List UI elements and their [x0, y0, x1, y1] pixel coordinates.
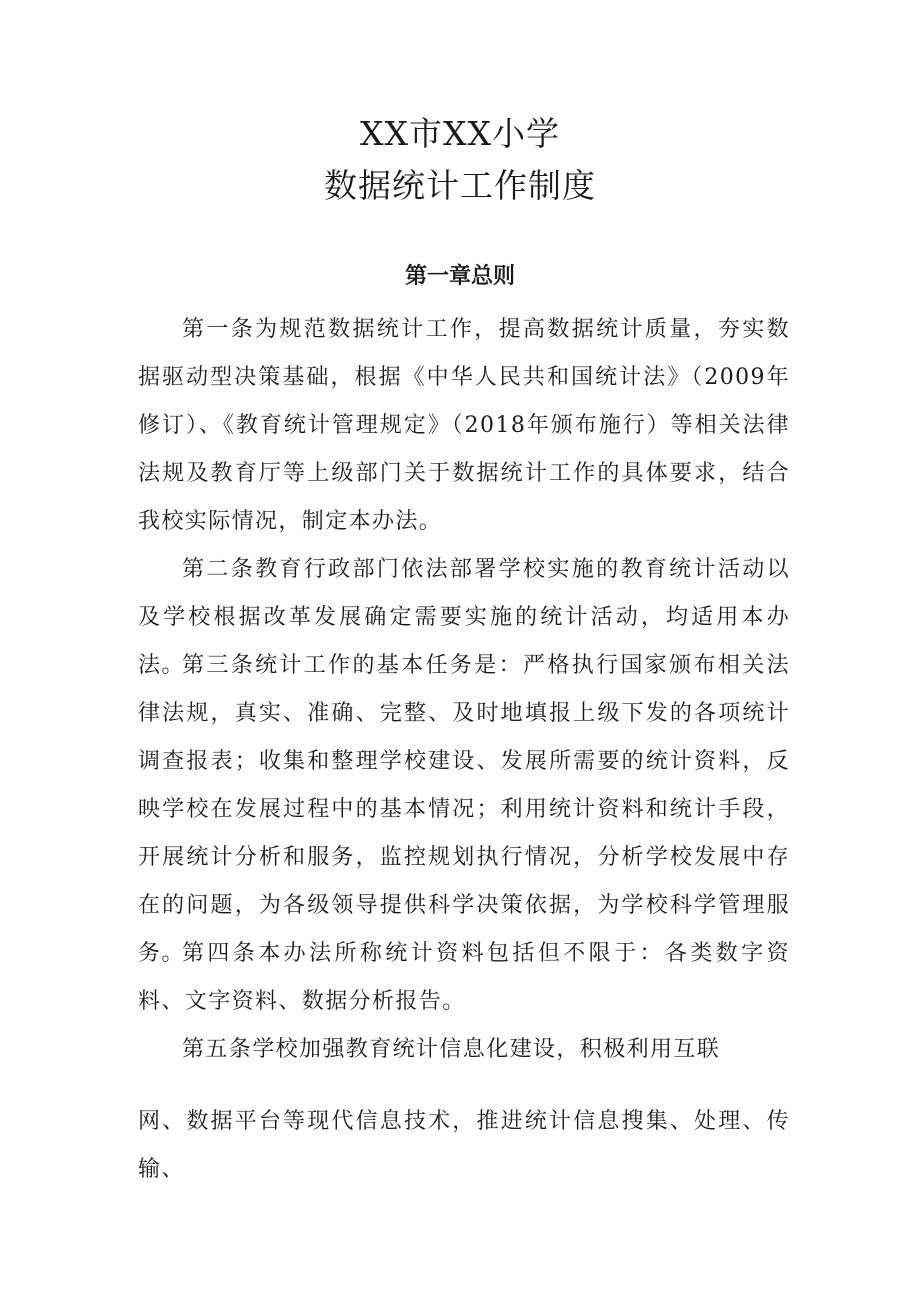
article-1-paragraph: 第一条为规范数据统计工作，提高数据统计质量，夯实数据驱动型决策基础，根据《中华人民共和国统计法》（2009年修订）、《教育统计管理规定》（2018年颁布施行）等相关法律法规及教育厅等上级部门关于数据统计工作的具体要求，结合我校实际情况，制定本办法。 [138, 317, 790, 534]
article-2-paragraph: 第二条教育行政部门依法部署学校实施的教育统计活动以及学校根据改革发展确定需要实施的统计活动，均适用本办法。 [138, 557, 790, 678]
article-5-paragraph-continued: 网、数据平台等现代信息技术，推进统计信息搜集、处理、传输、 [138, 1109, 790, 1182]
chapter-heading: 第一章总则 [404, 264, 515, 289]
document-title-school: XX市XX小学 [360, 114, 560, 153]
article-4-paragraph: 第四条本办法所称统计资料包括但不限于：各类数字资料、文字资料、数据分析报告。 [138, 941, 790, 1014]
article-3-paragraph: 第三条统计工作的基本任务是：严格执行国家颁布相关法律法规，真实、准确、完整、及时地填报上级下发的各项统计调查报表；收集和整理学校建设、发展所需要的统计资料，反映学校在发展过程中的基本情况；利用统计资料和统计手段，开展统计分析和服务，监控规划执行情况，分析学校发展中存在的问题，为各级领导提供科学决策依据，为学校科学管理服务。 [138, 653, 790, 966]
article-5-paragraph-start: 第五条学校加强教育统计信息化建设，积极利用互联 [182, 1037, 721, 1062]
document-title-regulation: 数据统计工作制度 [324, 166, 596, 205]
